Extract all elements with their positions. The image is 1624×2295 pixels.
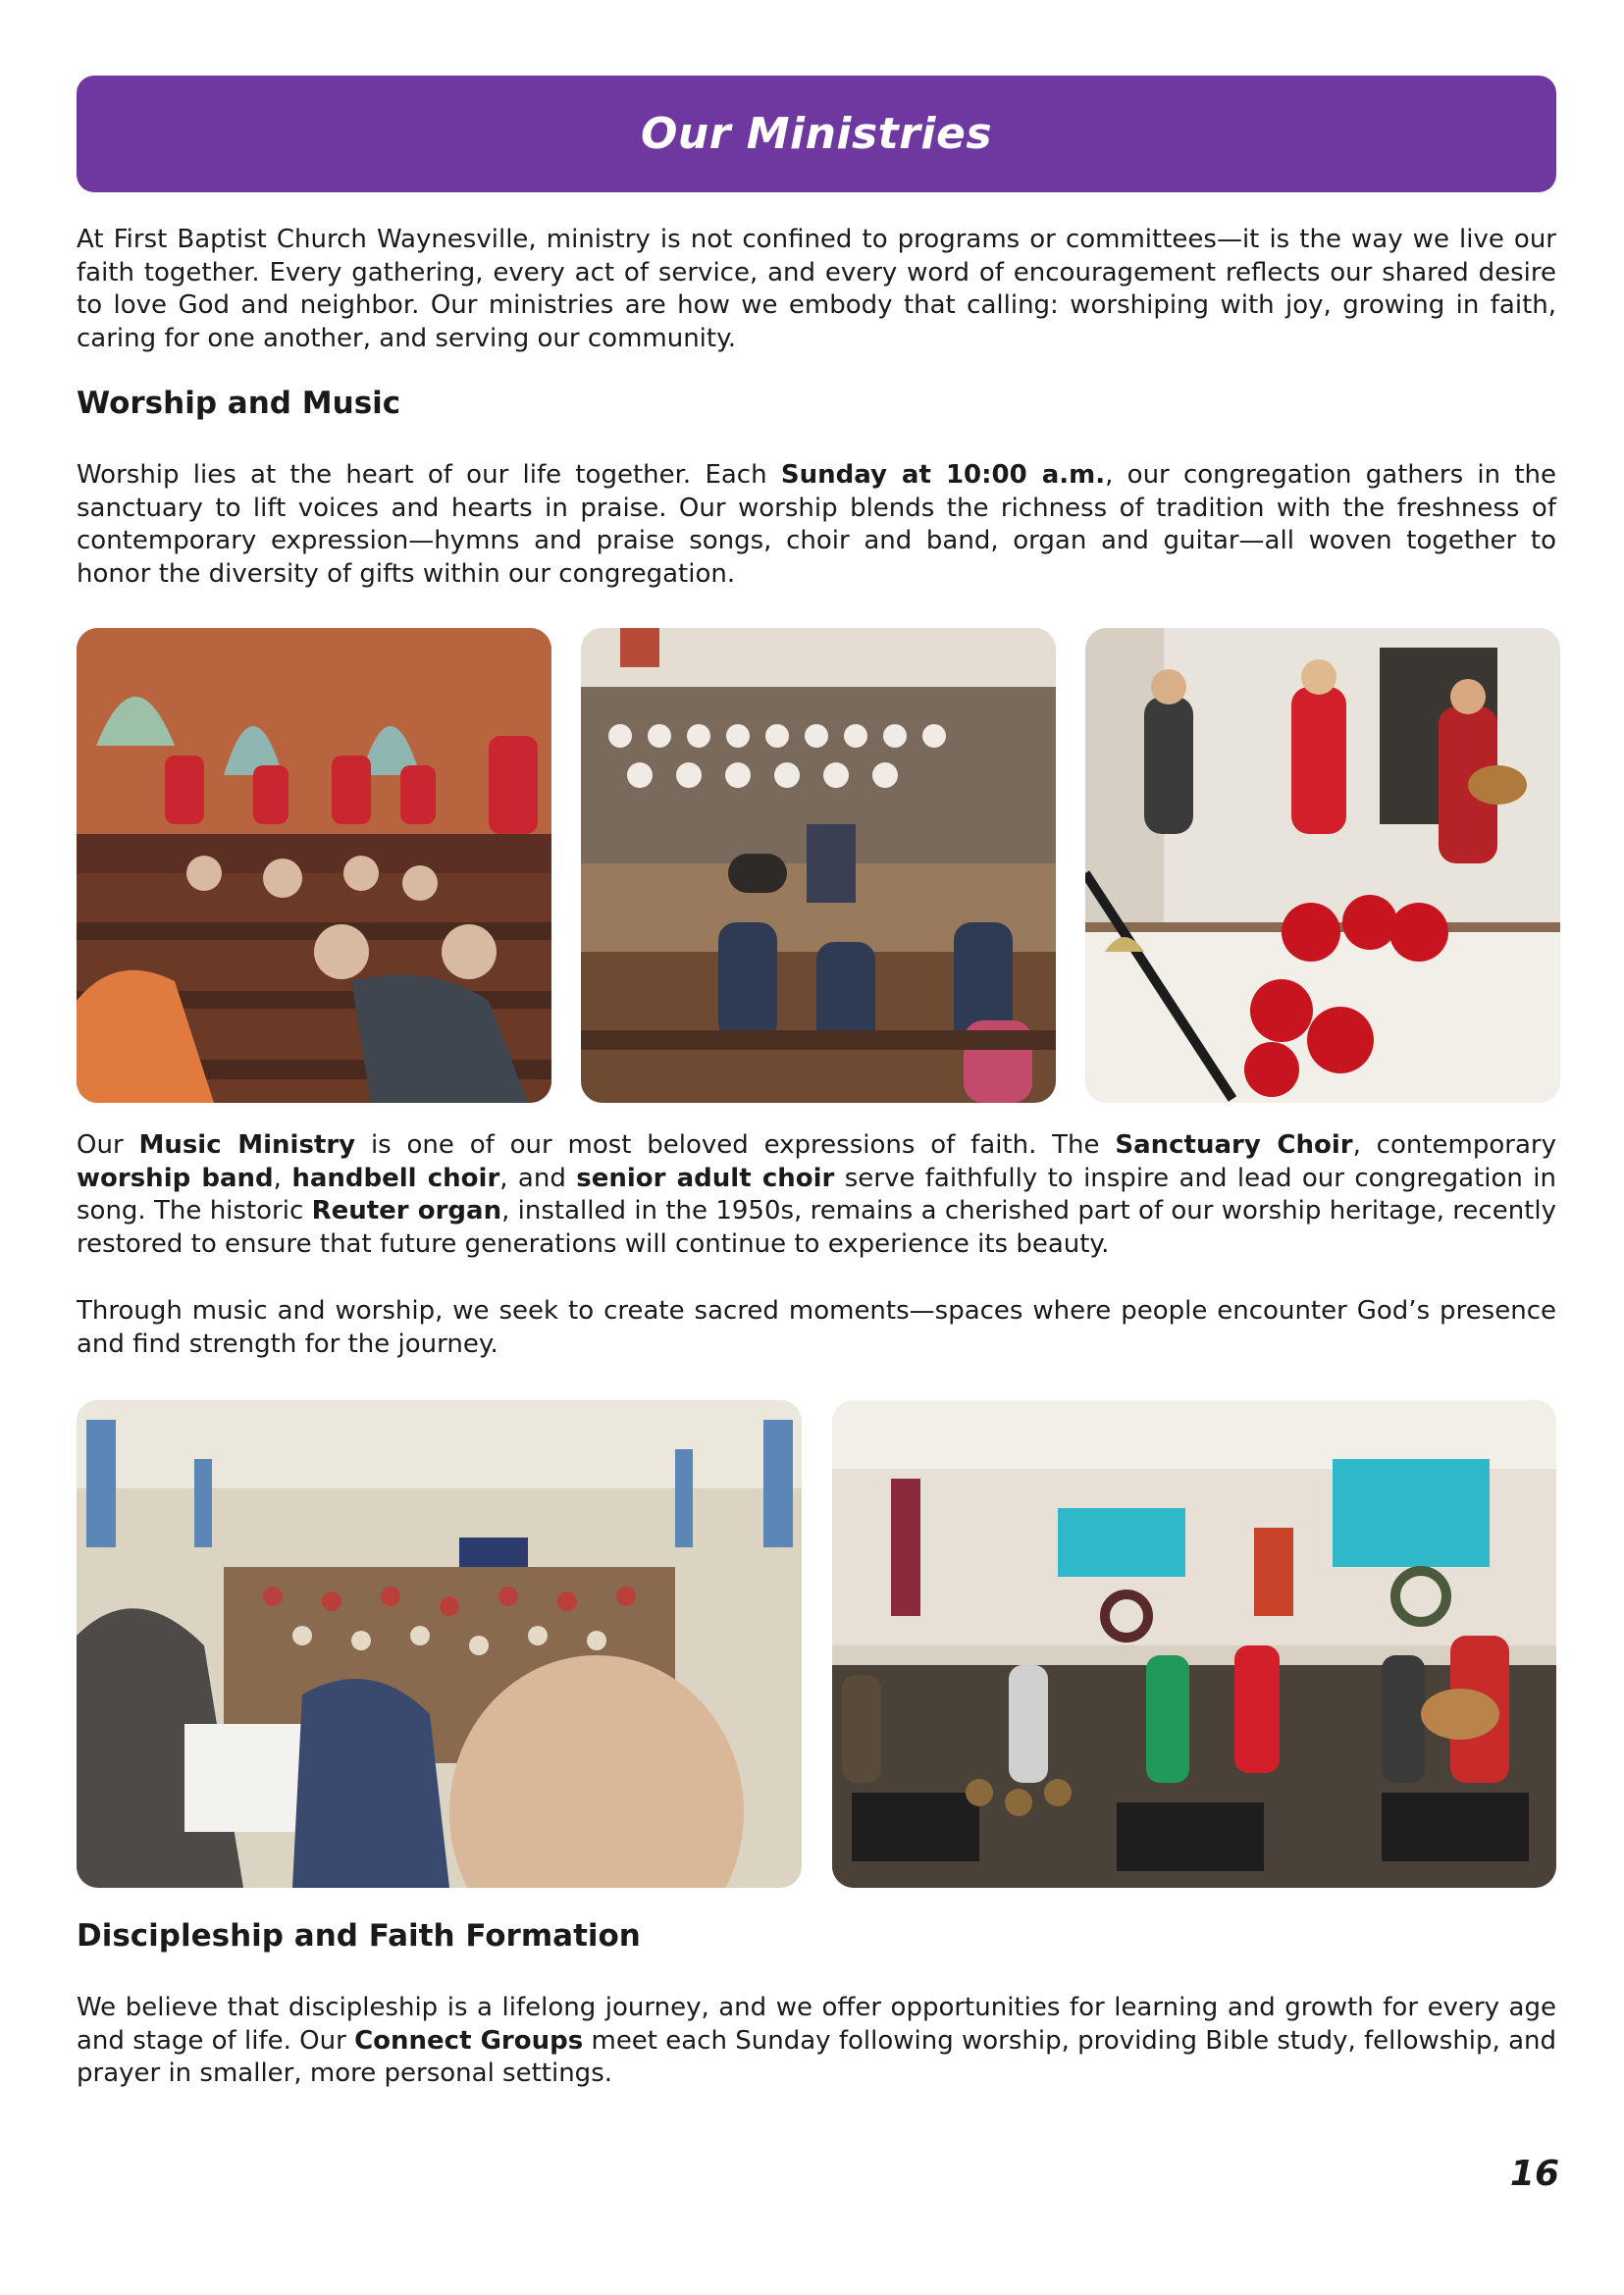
- worship-paragraph: Worship lies at the heart of our life together. Each Sunday at 10:00 a.m., our congregation gathers in the sanctuary to lift voices and hearts in praise. Our worship blends the richness of tradition with the freshness of contemporary expression—hymns and praise songs, choir and band, organ and guitar—all woven together to honor the diversity of gifts within our congregation.: [77, 460, 1556, 589]
- band-stage-screens-photo: [832, 1400, 1556, 1888]
- band-christmas-photo: [1085, 628, 1560, 1103]
- discipleship-paragraph: We believe that discipleship is a lifelong journey, and we offer opportunities for learning and growth for every age and stage of life. Our Connect Groups meet each Sunday following worship, providing Bible study, fellowship, and prayer in smaller, more personal settings.: [77, 1993, 1556, 2088]
- page-title: Our Ministries: [640, 109, 993, 159]
- music-ministry-paragraph: Our Music Ministry is one of our most beloved expressions of faith. The Sanctuary Choir, contemporary worship band, handbell choir, and senior adult choir serve faithfully to inspire and lead our congregation in song. The historic Reuter organ, installed in the 1950s, remains a cherished part of our worship heritage, recently restored to ensure that future generations will continue to experience its beauty.: [77, 1130, 1556, 1259]
- choir-old-sanctuary-photo: [77, 628, 551, 1103]
- choir-full-sanctuary-photo: [581, 628, 1056, 1103]
- page-number: 16: [1509, 2154, 1559, 2194]
- intro-paragraph: At First Baptist Church Waynesville, ministry is not confined to programs or committees—it is the way we live our faith together. Every gathering, every act of service, and every word of encouragement reflects our shared desire to love God and neighbor. Our ministries are how we embody that calling: worshiping with joy, growing in faith, caring for one another, and serving our community.: [77, 225, 1556, 353]
- congregation-from-choir-photo: [77, 1400, 802, 1888]
- sacred-moments-paragraph: Through music and worship, we seek to create sacred moments—spaces where people encounter God’s presence and find strength for the journey.: [77, 1296, 1556, 1359]
- discipleship-heading: Discipleship and Faith Formation: [77, 1918, 641, 1954]
- worship-heading: Worship and Music: [77, 386, 401, 421]
- title-banner: [77, 76, 1556, 192]
